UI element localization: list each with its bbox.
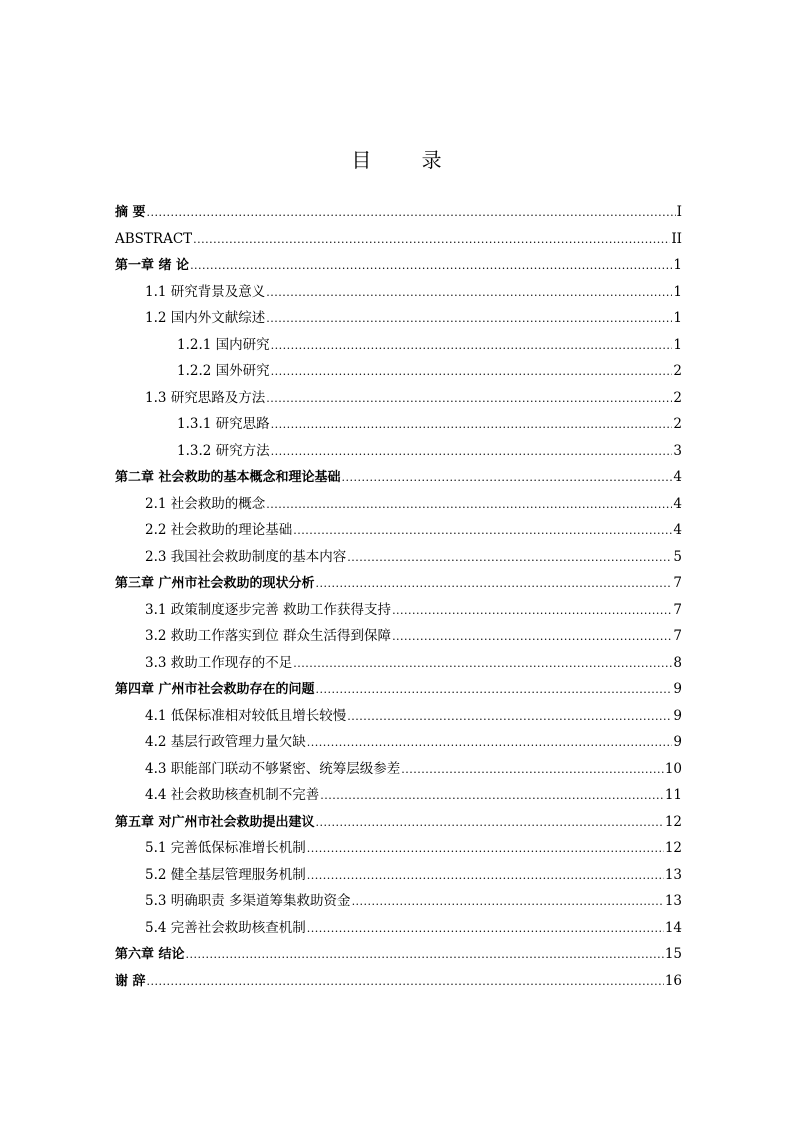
toc-chapter-entry[interactable] (115, 941, 682, 968)
toc-page-number: 10 (664, 760, 682, 777)
toc-page-number: 15 (664, 946, 682, 962)
table-of-contents (115, 199, 682, 994)
toc-dot-leader (307, 916, 664, 943)
toc-dot-leader (293, 651, 672, 678)
toc-dot-leader (307, 863, 664, 890)
toc-section-entry[interactable] (115, 650, 682, 677)
toc-page-number: 5 (673, 548, 682, 565)
toc-section-entry[interactable] (115, 544, 682, 571)
toc-entry-label: 1.2.2 国外研究 (177, 363, 270, 379)
toc-entry-label: 第五章 对广州市社会救助提出建议 (115, 814, 315, 830)
toc-entry-label: 第二章 社会救助的基本概念和理论基础 (115, 470, 341, 485)
toc-page-number: 2 (673, 363, 682, 379)
toc-section-entry[interactable] (115, 358, 682, 385)
toc-entry-label: 4.2 基层行政管理力量欠缺 (145, 734, 306, 750)
toc-section-entry[interactable] (115, 915, 682, 942)
toc-entry-label: ABSTRACT (115, 230, 193, 247)
toc-section-entry[interactable] (115, 491, 682, 518)
toc-dot-leader (293, 518, 672, 545)
toc-dot-leader (271, 333, 673, 360)
toc-page-number: 9 (673, 734, 682, 750)
toc-dot-leader (392, 598, 672, 625)
toc-section-entry[interactable] (115, 517, 682, 544)
toc-dot-leader (320, 783, 664, 810)
toc-entry-label: 3.2 救助工作落实到位 群众生活得到保障 (145, 628, 392, 644)
toc-chapter-entry[interactable] (115, 809, 682, 836)
toc-title: 目 录 (351, 148, 464, 172)
toc-page-number: 11 (664, 787, 682, 803)
toc-dot-leader (266, 492, 672, 519)
toc-entry-label: 1.3.2 研究方法 (177, 442, 270, 459)
toc-entry-label: 第四章 广州市社会救助存在的问题 (115, 682, 315, 697)
toc-page-number: 7 (673, 628, 682, 644)
toc-entry-label: 3.3 救助工作现存的不足 (145, 654, 293, 671)
toc-page-number: 13 (664, 866, 682, 883)
toc-section-entry[interactable] (115, 279, 682, 306)
toc-dot-leader (401, 757, 664, 784)
toc-page-number: I (676, 204, 682, 220)
toc-page-number: 9 (673, 681, 682, 697)
toc-chapter-entry[interactable] (115, 226, 682, 253)
toc-entry-label: 2.3 我国社会救助制度的基本内容 (145, 548, 347, 565)
toc-dot-leader (271, 439, 673, 466)
toc-chapter-entry[interactable] (115, 570, 682, 597)
toc-dot-leader (266, 386, 672, 413)
toc-dot-leader (266, 280, 672, 307)
toc-section-entry[interactable] (115, 597, 682, 624)
toc-entry-label: 1.3.1 研究思路 (177, 416, 270, 432)
toc-page-number: II (671, 230, 682, 247)
toc-section-entry[interactable] (115, 623, 682, 650)
toc-page-number: 4 (673, 469, 682, 485)
toc-dot-leader (271, 359, 673, 386)
toc-chapter-entry[interactable] (115, 968, 682, 995)
toc-entry-label: 1.2 国内外文献综述 (145, 310, 266, 326)
toc-dot-leader (347, 704, 672, 731)
toc-entry-label: 5.4 完善社会救助核查机制 (145, 919, 306, 936)
toc-page-number: 12 (664, 813, 682, 830)
toc-dot-leader (307, 730, 673, 757)
toc-dot-leader (316, 810, 664, 837)
toc-entry-label: 第三章 广州市社会救助的现状分析 (115, 576, 315, 591)
toc-dot-leader (193, 227, 670, 254)
toc-dot-leader (147, 200, 676, 227)
toc-dot-leader (392, 624, 672, 651)
toc-entry-label: 1.2.1 国内研究 (177, 336, 270, 353)
toc-dot-leader (186, 942, 664, 969)
toc-page-number: 16 (664, 972, 682, 989)
toc-dot-leader (147, 969, 664, 996)
toc-section-entry[interactable] (115, 305, 682, 332)
toc-chapter-entry[interactable] (115, 252, 682, 279)
toc-dot-leader (347, 545, 672, 572)
toc-page-number: 12 (664, 840, 682, 856)
toc-section-entry[interactable] (115, 438, 682, 465)
toc-page-number: 1 (673, 283, 682, 300)
toc-section-entry[interactable] (115, 703, 682, 730)
toc-section-entry[interactable] (115, 888, 682, 915)
toc-entry-label: 2.2 社会救助的理论基础 (145, 522, 293, 538)
toc-entry-label: 1.3 研究思路及方法 (145, 389, 266, 406)
toc-dot-leader (266, 306, 672, 333)
toc-entry-label: 第一章 绪 论 (115, 258, 190, 273)
toc-dot-leader (307, 836, 664, 863)
toc-entry-label: 5.3 明确职责 多渠道筹集救助资金 (145, 893, 351, 909)
toc-page-number: 2 (673, 416, 682, 432)
toc-section-entry[interactable] (115, 385, 682, 412)
toc-dot-leader (190, 253, 672, 280)
toc-page-number: 4 (673, 495, 682, 512)
toc-page-number: 3 (673, 442, 682, 459)
toc-section-entry[interactable] (115, 332, 682, 359)
toc-page-number: 14 (664, 919, 682, 936)
toc-page-number: 7 (673, 575, 682, 591)
toc-page-number: 1 (673, 257, 682, 273)
toc-page-number: 8 (673, 654, 682, 671)
toc-page-number: 1 (673, 336, 682, 353)
toc-dot-leader (316, 677, 673, 704)
toc-entry-label: 摘 要 (115, 205, 146, 220)
toc-page-number: 7 (673, 601, 682, 618)
toc-section-entry[interactable] (115, 782, 682, 809)
toc-page-number: 4 (673, 522, 682, 538)
toc-entry-label: 第六章 结论 (115, 947, 185, 962)
toc-section-entry[interactable] (115, 835, 682, 862)
toc-page-number: 1 (673, 310, 682, 326)
toc-entry-label: 4.4 社会救助核查机制不完善 (145, 787, 320, 803)
toc-chapter-entry[interactable] (115, 676, 682, 703)
toc-section-entry[interactable] (115, 411, 682, 438)
toc-entry-label: 4.3 职能部门联动不够紧密、统筹层级参差 (145, 760, 401, 777)
toc-dot-leader (352, 889, 664, 916)
toc-section-entry[interactable] (115, 756, 682, 783)
toc-section-entry[interactable] (115, 862, 682, 889)
toc-section-entry[interactable] (115, 729, 682, 756)
toc-entry-label: 3.1 政策制度逐步完善 救助工作获得支持 (145, 601, 392, 618)
toc-entry-label: 2.1 社会救助的概念 (145, 495, 266, 512)
toc-chapter-entry[interactable] (115, 464, 682, 491)
toc-chapter-entry[interactable] (115, 199, 682, 226)
toc-page-number: 9 (673, 707, 682, 724)
toc-dot-leader (342, 465, 673, 492)
toc-dot-leader (316, 571, 673, 598)
toc-entry-label: 4.1 低保标准相对较低且增长较慢 (145, 707, 347, 724)
toc-entry-label: 5.1 完善低保标准增长机制 (145, 840, 306, 856)
toc-entry-label: 谢 辞 (115, 973, 146, 989)
toc-dot-leader (271, 412, 673, 439)
toc-entry-label: 1.1 研究背景及意义 (145, 283, 266, 300)
toc-page-number: 13 (664, 893, 682, 909)
toc-page-number: 2 (673, 389, 682, 406)
toc-entry-label: 5.2 健全基层管理服务机制 (145, 866, 306, 883)
